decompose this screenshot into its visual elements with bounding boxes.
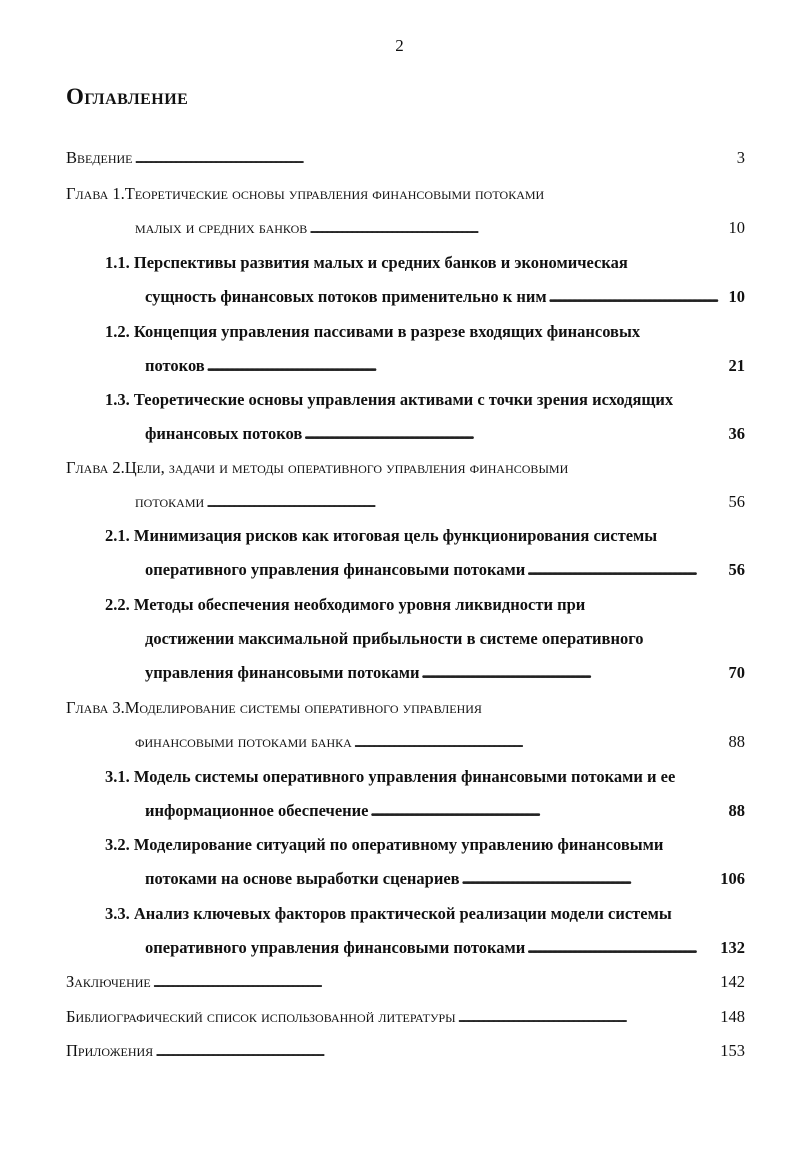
- dot-leader: [207, 354, 727, 378]
- toc-section-2-1-line1[interactable]: 2.1. Минимизация рисков как итоговая цель функционирования системы: [105, 526, 658, 545]
- toc-entry-label: оперативного управления финансовыми потоками: [145, 560, 526, 579]
- dot-leader: [155, 1039, 718, 1063]
- toc-entry-label: потоками на основе выработки сценариев: [145, 869, 460, 888]
- toc-section-3-2[interactable]: [145, 867, 745, 891]
- toc-section-1-2[interactable]: [145, 354, 745, 378]
- toc-entry-label: информационное обеспечение: [145, 801, 369, 820]
- dot-leader: [527, 558, 726, 582]
- toc-entry-label: Заключение: [66, 972, 151, 991]
- toc-entry-page: 10: [728, 287, 745, 306]
- toc-entry-label: Библиографический список использованной литературы: [66, 1007, 456, 1026]
- toc-entry-label: потоков: [145, 356, 205, 375]
- toc-section-3-2-line1[interactable]: 3.2. Моделирование ситуаций по оперативному управлению финансовыми: [105, 835, 664, 854]
- toc-section-2-2[interactable]: [145, 661, 745, 685]
- toc-entry-page: 56: [728, 492, 745, 511]
- toc-chapter-1-line1[interactable]: Глава 1.Теоретические основы управления финансовыми потоками: [66, 184, 545, 203]
- page-title: Оглавление: [66, 84, 189, 109]
- dot-leader: [304, 422, 726, 446]
- toc-section-2-2-line1[interactable]: 2.2. Методы обеспечения необходимого уровня ликвидности при: [105, 595, 586, 614]
- toc-entry-introduction[interactable]: [66, 146, 745, 170]
- toc-section-1-2-line1[interactable]: 1.2. Концепция управления пассивами в разрезе входящих финансовых: [105, 322, 641, 341]
- toc-entry-label: управления финансовыми потоками: [145, 663, 420, 682]
- toc-section-1-3[interactable]: [145, 422, 745, 446]
- toc-section-3-3-line1[interactable]: 3.3. Анализ ключевых факторов практической реализации модели системы: [105, 904, 672, 923]
- dot-leader: [549, 285, 727, 309]
- toc-entry-page: 36: [728, 424, 745, 443]
- toc-entry-page: 88: [728, 801, 745, 820]
- toc-chapter-1[interactable]: [135, 216, 745, 240]
- toc-entry-conclusion[interactable]: [66, 970, 745, 994]
- toc-chapter-2-line1[interactable]: Глава 2.Цели, задачи и методы оперативного управления финансовыми: [66, 458, 569, 477]
- toc-entry-page: 3: [736, 148, 745, 167]
- toc-section-2-1[interactable]: [145, 558, 745, 582]
- toc-entry-label: оперативного управления финансовыми потоками: [145, 938, 526, 957]
- dot-leader: [370, 799, 726, 823]
- dot-leader: [153, 970, 719, 994]
- toc-entry-label: малых и средних банков: [135, 218, 308, 237]
- toc-entry-page: 132: [720, 938, 745, 957]
- toc-entry-page: 56: [728, 560, 745, 579]
- page-number: 2: [395, 36, 404, 55]
- toc-entry-label: Введение: [66, 148, 133, 167]
- dot-leader: [421, 661, 726, 685]
- dot-leader: [458, 1005, 719, 1029]
- dot-leader: [206, 490, 726, 514]
- toc-section-1-1-line1[interactable]: 1.1. Перспективы развития малых и средних банков и экономическая: [105, 253, 628, 272]
- toc-entry-bibliography[interactable]: [66, 1005, 745, 1029]
- dot-leader: [527, 936, 718, 960]
- dot-leader: [309, 216, 726, 240]
- toc-entry-label: финансовых потоков: [145, 424, 303, 443]
- dot-leader: [462, 867, 719, 891]
- toc-entry-label: Приложения: [66, 1041, 154, 1060]
- toc-section-3-3[interactable]: [145, 936, 745, 960]
- toc-entry-appendices[interactable]: [66, 1039, 745, 1063]
- toc-entry-page: 148: [720, 1007, 745, 1026]
- toc-section-1-1[interactable]: [145, 285, 745, 309]
- toc-section-2-2-line2[interactable]: достижении максимальной прибыльности в системе оперативного: [145, 629, 644, 648]
- toc-entry-page: 88: [728, 732, 745, 751]
- toc-chapter-3-line1[interactable]: Глава 3.Моделирование системы оперативного управления: [66, 698, 482, 717]
- toc-chapter-2[interactable]: [135, 490, 745, 514]
- dot-leader: [354, 730, 727, 754]
- toc-entry-page: 106: [720, 869, 745, 888]
- toc-entry-label: финансовыми потоками банка: [135, 732, 352, 751]
- toc-entry-label: потоками: [135, 492, 205, 511]
- dot-leader: [135, 146, 735, 170]
- toc-entry-page: 21: [728, 356, 745, 375]
- toc-entry-page: 153: [720, 1041, 745, 1060]
- toc-entry-label: сущность финансовых потоков применительно к ним: [145, 287, 547, 306]
- toc-entry-page: 10: [728, 218, 745, 237]
- toc-chapter-3[interactable]: [135, 730, 745, 754]
- toc-section-3-1[interactable]: [145, 799, 745, 823]
- toc-entry-page: 70: [728, 663, 745, 682]
- toc-entry-page: 142: [720, 972, 745, 991]
- toc-section-3-1-line1[interactable]: 3.1. Модель системы оперативного управления финансовыми потоками и ее: [105, 767, 676, 786]
- toc-section-1-3-line1[interactable]: 1.3. Теоретические основы управления активами с точки зрения исходящих: [105, 390, 674, 409]
